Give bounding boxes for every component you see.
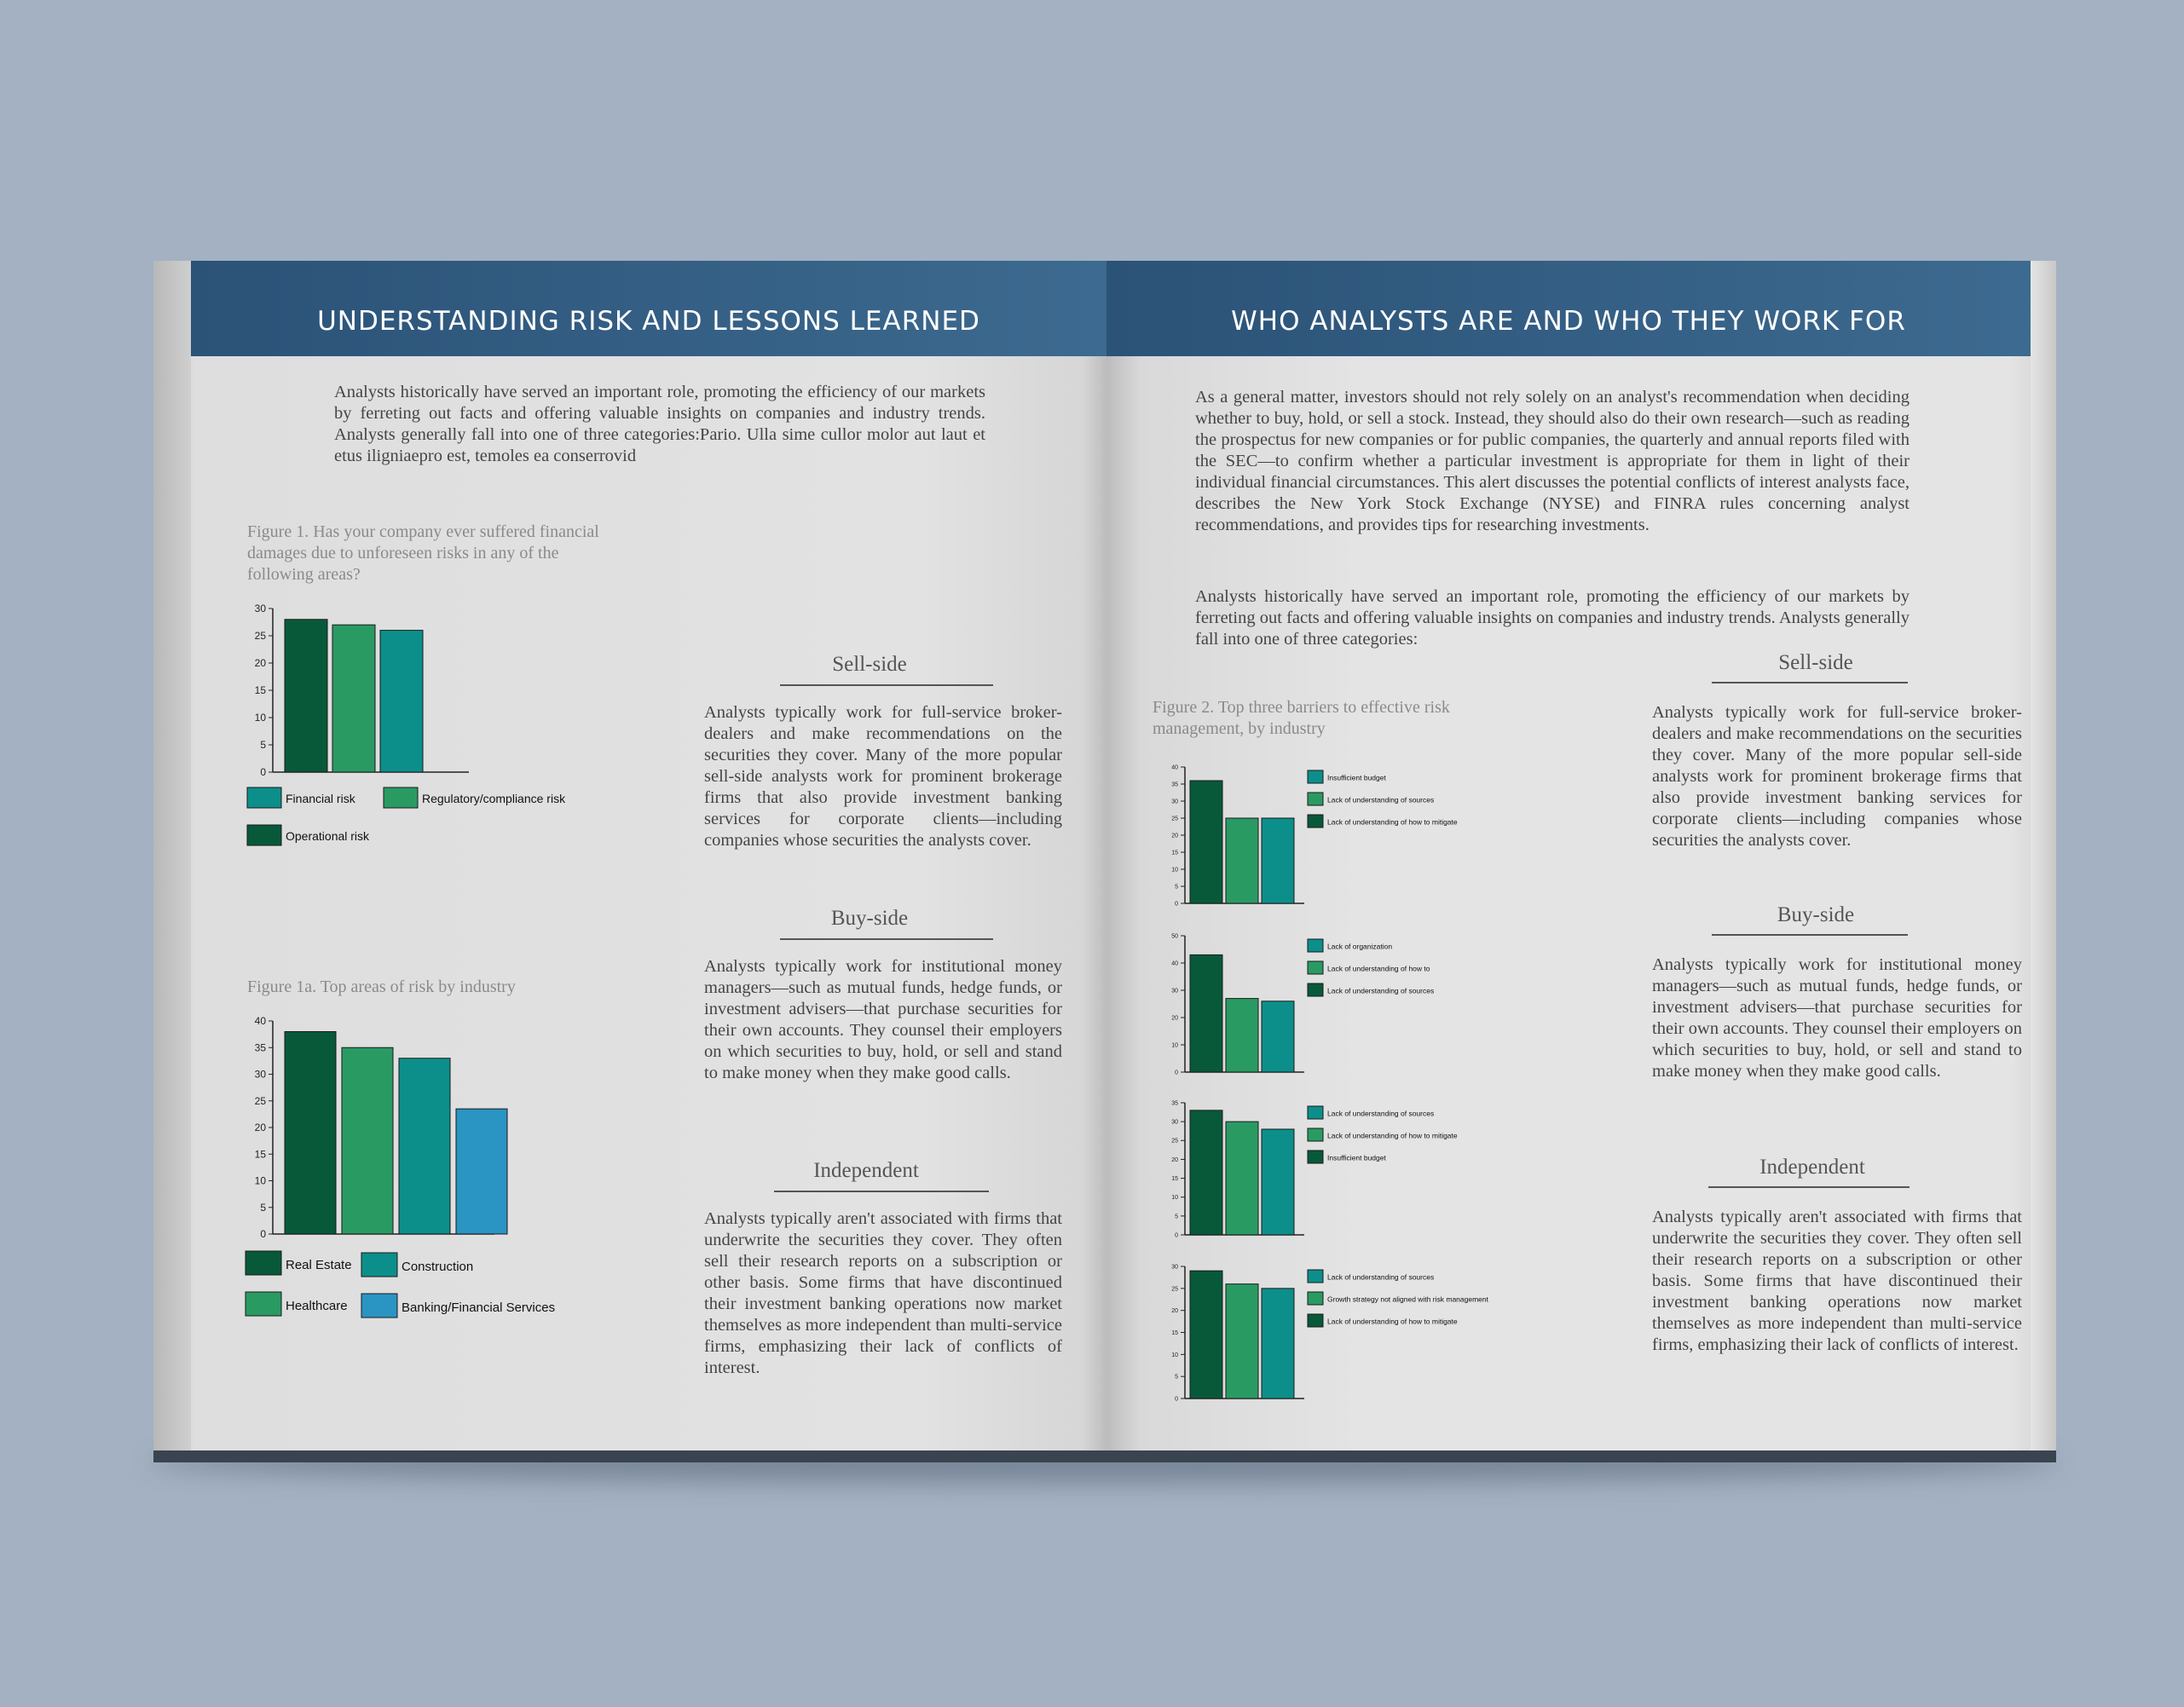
bar: [1190, 781, 1222, 903]
y-tick-label: 35: [1171, 781, 1178, 788]
legend-swatch: [1308, 983, 1323, 996]
bar: [1190, 1271, 1222, 1398]
bar: [1226, 1284, 1258, 1398]
left-independent-body: Analysts typically aren't associated with firms that underwrite the securities they cover. They often sell their research reports on a subscription or other basis. Some firms that have discontinued their investment banking operations now market themselves as more independent than multi-service firms, emphasizing their lack of conflicts of interest.: [704, 1209, 1062, 1377]
figure2-caption: Figure 2. Top three barriers to effective risk management, by industry: [1153, 698, 1450, 738]
y-tick-label: 15: [254, 684, 266, 697]
y-tick-label: 5: [1175, 1374, 1178, 1381]
y-tick-label: 0: [260, 1228, 266, 1241]
bar: [380, 631, 423, 772]
y-tick-label: 30: [1171, 1119, 1178, 1126]
y-tick-label: 30: [1171, 1264, 1178, 1271]
left-buy-side-body: Analysts typically work for institutional money managers—such as mutual funds, hedge funds, or investment advisers—that purchase securities for their own accounts. They counsel their employers on which securities to buy, hold, or sell and stand to make money when they make good calls.: [704, 957, 1062, 1082]
legend-swatch: [1308, 815, 1323, 828]
legend-swatch: [1308, 1106, 1323, 1119]
y-tick-label: 10: [1171, 1352, 1178, 1358]
legend-label: Real Estate: [286, 1258, 352, 1272]
bar: [285, 620, 327, 772]
figure1-chart: [239, 602, 682, 926]
bar: [1226, 1122, 1258, 1235]
y-tick-label: 40: [254, 1015, 266, 1028]
y-tick-label: 20: [1171, 1156, 1178, 1163]
bar: [1262, 1289, 1294, 1398]
legend-swatch: [1308, 1292, 1323, 1305]
legend-swatch: [1308, 961, 1323, 974]
legend-swatch: [247, 825, 281, 845]
y-tick-label: 30: [254, 1068, 266, 1081]
legend-label: Healthcare: [286, 1299, 348, 1313]
legend-label: Lack of understanding of how to mitigate: [1327, 1317, 1458, 1326]
bar: [1226, 818, 1258, 903]
y-tick-label: 20: [1171, 1308, 1178, 1315]
y-tick-label: 15: [254, 1148, 266, 1161]
legend-label: Lack of organization: [1327, 942, 1393, 951]
left-sell-side-body: Analysts typically work for full-service broker-dealers and make recommendations on the securities they cover. Many of the more popular sell-side analysts work for prominent brokerage firms that also provide investment banking services for corporate clients—including companies whose securities the analysts cover.: [704, 703, 1062, 850]
legend-label: Lack of understanding of how to: [1327, 964, 1430, 973]
legend-label: Lack of understanding of sources: [1327, 1272, 1435, 1282]
legend-swatch: [247, 787, 281, 808]
right-page-banner: [1106, 261, 2031, 356]
right-page: [1106, 261, 2056, 1461]
bar: [1226, 999, 1258, 1072]
legend-label: Insufficient budget: [1327, 773, 1386, 782]
legend-swatch: [1308, 1128, 1323, 1141]
right-second-paragraph: Analysts historically have served an important role, promoting the efficiency of our markets by ferreting out facts and offering valuable insights on companies and industry trends. Analysts generally fall into one of three categories:: [1195, 587, 1910, 649]
y-tick-label: 10: [1171, 1042, 1178, 1049]
bar: [1262, 1129, 1294, 1235]
right-page-title: WHO ANALYSTS ARE AND WHO THEY WORK FOR: [1231, 306, 1906, 337]
legend-label: Lack of understanding of how to mitigate: [1327, 817, 1458, 827]
y-tick-label: 25: [1171, 816, 1178, 822]
y-tick-label: 40: [1171, 764, 1178, 771]
left-page-title: UNDERSTANDING RISK AND LESSONS LEARNED: [317, 306, 980, 337]
y-tick-label: 10: [254, 1174, 266, 1187]
legend-swatch: [361, 1294, 397, 1318]
bar: [332, 625, 375, 772]
y-tick-label: 15: [1171, 1329, 1178, 1336]
legend-label: Lack of understanding of sources: [1327, 986, 1435, 995]
legend-label: Lack of understanding of sources: [1327, 795, 1435, 804]
left-page-banner: [191, 261, 1106, 356]
legend-swatch: [246, 1292, 281, 1316]
y-tick-label: 10: [254, 712, 266, 724]
left-independent-heading: Independent: [813, 1159, 919, 1182]
y-tick-label: 25: [254, 1094, 266, 1107]
y-tick-label: 20: [1171, 833, 1178, 839]
figure2b-chart: [1173, 926, 1540, 1087]
right-buy-side-body: Analysts typically work for institutional money managers—such as mutual funds, hedge funds, or investment advisers—that purchase securities for their own accounts. They counsel their employers on which securities to buy, hold, or sell and stand to make money when they make good calls.: [1652, 955, 2022, 1081]
y-tick-label: 0: [1175, 1232, 1178, 1239]
figure1a-caption: Figure 1a. Top areas of risk by industry: [247, 977, 516, 996]
legend-label: Lack of understanding of how to mitigate: [1327, 1131, 1458, 1140]
y-tick-label: 30: [1171, 988, 1178, 995]
left-page: [153, 261, 1106, 1461]
y-tick-label: 30: [254, 603, 266, 615]
figure2d-chart: [1173, 1258, 1540, 1411]
bar: [456, 1109, 507, 1234]
y-tick-label: 0: [260, 766, 266, 779]
left-intro-paragraph: Analysts historically have served an important role, promoting the efficiency of our markets by ferreting out facts and offering valuable insights on companies and industry trends. Analysts generally fall into one of three categories:Pario. Ulla sime cullor molor aut laut et etus iligniaepro est, temoles ea conserrovid: [334, 383, 985, 465]
left-sell-side-heading: Sell-side: [832, 653, 907, 676]
legend-swatch: [1308, 1270, 1323, 1283]
figure1a-chart: [239, 1011, 682, 1411]
legend-swatch: [1308, 1150, 1323, 1163]
legend-label: Financial risk: [286, 792, 355, 805]
y-tick-label: 30: [1171, 799, 1178, 805]
y-tick-label: 5: [1175, 884, 1178, 891]
figure2a-chart: [1173, 762, 1540, 915]
y-tick-label: 35: [254, 1041, 266, 1054]
legend-label: Insufficient budget: [1327, 1153, 1386, 1162]
open-brochure: [153, 261, 2056, 1461]
figure1-caption: Figure 1. Has your company ever suffered financial damages due to unforeseen risks in any of the following areas?: [247, 522, 599, 584]
y-tick-label: 35: [1171, 1100, 1178, 1107]
legend-label: Operational risk: [286, 829, 370, 843]
y-tick-label: 50: [1171, 933, 1178, 940]
y-tick-label: 25: [1171, 1138, 1178, 1145]
bar: [399, 1058, 450, 1234]
y-tick-label: 10: [1171, 867, 1178, 874]
y-tick-label: 20: [254, 657, 266, 670]
y-tick-label: 10: [1171, 1195, 1178, 1202]
legend-label: Lack of understanding of sources: [1327, 1109, 1435, 1118]
bar: [342, 1047, 393, 1234]
legend-label: Growth strategy not aligned with risk management: [1327, 1295, 1488, 1304]
y-tick-label: 25: [1171, 1286, 1178, 1293]
y-tick-label: 25: [254, 630, 266, 643]
right-independent-body: Analysts typically aren't associated with firms that underwrite the securities they cover. They often sell their research reports on a subscription or other basis. Some firms that have discontinued their investment banking operations now market themselves as more independent than multi-service firms, emphasizing their lack of conflicts of interest.: [1652, 1208, 2022, 1354]
bar: [1262, 1001, 1294, 1072]
legend-swatch: [1308, 1314, 1323, 1327]
legend-label: Regulatory/compliance risk: [422, 792, 566, 805]
bar: [1190, 954, 1222, 1072]
legend-swatch: [246, 1251, 281, 1275]
y-tick-label: 5: [260, 1201, 266, 1214]
legend-label: Banking/Financial Services: [402, 1300, 556, 1315]
legend-swatch: [1308, 939, 1323, 952]
legend-label: Construction: [402, 1260, 474, 1274]
legend-swatch: [1308, 770, 1323, 783]
right-intro-paragraph: As a general matter, investors should not rely solely on an analyst's recommendation when deciding whether to buy, hold, or sell a stock. Instead, they should also do their own research—such as reading the prospectus for new companies or for public companies, the quarterly and annual reports filed with the SEC—to confirm whether a particular investment is appropriate for them in light of their individual financial circumstances. This alert discusses the potential conflicts of interest analysts face, describes the New York Stock Exchange (NYSE) and FINRA rules concerning analyst recommendations, and provides tips for researching investments.: [1195, 388, 1910, 534]
y-tick-label: 20: [1171, 1015, 1178, 1022]
bar: [1262, 818, 1294, 903]
bar: [285, 1032, 336, 1235]
legend-swatch: [1308, 793, 1323, 805]
y-tick-label: 15: [1171, 1176, 1178, 1183]
y-tick-label: 0: [1175, 1396, 1178, 1403]
y-tick-label: 15: [1171, 850, 1178, 856]
y-tick-label: 0: [1175, 901, 1178, 908]
right-sell-side-body: Analysts typically work for full-service broker-dealers and make recommendations on the securities they cover. Many of the more popular sell-side analysts work for prominent brokerage firms that also provide investment banking services for corporate clients—including companies whose securities the analysts cover.: [1652, 703, 2022, 850]
right-sell-side-heading: Sell-side: [1778, 651, 1853, 674]
figure2c-chart: [1173, 1094, 1540, 1248]
y-tick-label: 5: [260, 739, 266, 752]
y-tick-label: 0: [1175, 1070, 1178, 1076]
y-tick-label: 40: [1171, 960, 1178, 967]
y-tick-label: 5: [1175, 1214, 1178, 1220]
legend-swatch: [384, 787, 418, 808]
bar: [1190, 1110, 1222, 1235]
y-tick-label: 20: [254, 1122, 266, 1134]
right-buy-side-heading: Buy-side: [1777, 903, 1855, 926]
legend-swatch: [361, 1253, 397, 1277]
left-buy-side-heading: Buy-side: [830, 907, 909, 930]
right-independent-heading: Independent: [1759, 1156, 1865, 1179]
